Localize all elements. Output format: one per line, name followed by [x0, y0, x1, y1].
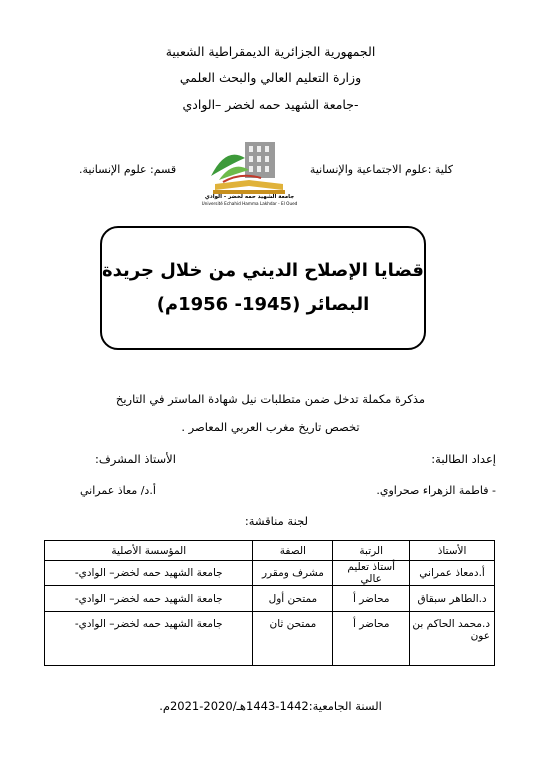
table-cell: مشرف ومقرر — [253, 561, 333, 586]
table-cell: أ.دمعاذ عمراني — [410, 561, 495, 586]
table-header-cell: الأستاذ — [410, 541, 495, 561]
prepared-by-label: إعداد الطالبة: — [431, 452, 496, 466]
supervisor-label: الأستاذ المشرف: — [95, 452, 176, 466]
table-cell: أستاذ تعليم عالي — [333, 561, 410, 586]
logo-text-fr: Université Echahid Hamma Lakhdar - El Oued — [201, 201, 298, 206]
memo-specialization: تخصص تاريخ مغرب العربي المعاصر . — [181, 420, 360, 434]
table-cell: د.الطاهر سبقاق — [410, 586, 495, 612]
thesis-title-box — [100, 226, 426, 350]
thesis-title-line1: قضايا الإصلاح الديني من خلال جريدة — [102, 260, 424, 281]
supervisor-name: أ.د/ معاذ عمراني — [80, 484, 156, 497]
header-republic: الجمهورية الجزائرية الديمقراطية الشعبية — [165, 44, 376, 59]
table-header-cell: الرتبة — [333, 541, 410, 561]
table-cell: محاضر أ — [333, 612, 410, 666]
table-cell: د.محمد الحاكم بن عون — [410, 612, 495, 666]
header-university: جامعة الشهيد حمه لخضر –الوادي- — [182, 97, 359, 112]
table-cell: ممتحن ثان — [253, 612, 333, 666]
faculty-label: كلية :علوم الاجتماعية والإنسانية — [309, 163, 453, 176]
academic-year: السنة الجامعية:1442-1443هـ/2020-2021م. — [159, 699, 382, 713]
table-header-row — [45, 541, 495, 561]
table-header-cell: الصفة — [253, 541, 333, 561]
table-cell: محاضر أ — [333, 586, 410, 612]
department-label: قسم: علوم الإنسانية. — [79, 163, 177, 176]
table-cell: ممتحن أول — [253, 586, 333, 612]
table-header-cell: المؤسسة الأصلية — [45, 541, 253, 561]
university-logo — [201, 136, 298, 208]
committee-label: لجنة مناقشة: — [244, 514, 308, 528]
table-cell: جامعة الشهيد حمه لخضر– الوادي- — [45, 586, 253, 612]
header-ministry: وزارة التعليم العالي والبحث العلمي — [179, 70, 362, 85]
table-row — [45, 561, 495, 586]
table-cell: جامعة الشهيد حمه لخضر– الوادي- — [45, 612, 253, 666]
table-row — [45, 612, 495, 666]
memo-description: مذكرة مكملة تدخل ضمن متطلبات نيل شهادة الماستر في التاريخ — [115, 392, 426, 406]
table-row — [45, 586, 495, 612]
table-cell: جامعة الشهيد حمه لخضر– الوادي- — [45, 561, 253, 586]
committee-table — [44, 540, 495, 666]
thesis-title-line2: البصائر (1945- 1956م) — [156, 294, 370, 315]
student-name: - فاطمة الزهراء صحراوي. — [376, 484, 496, 497]
logo-text-ar: جامعة الشهيد حمه لخضر - الوادي — [204, 194, 295, 200]
